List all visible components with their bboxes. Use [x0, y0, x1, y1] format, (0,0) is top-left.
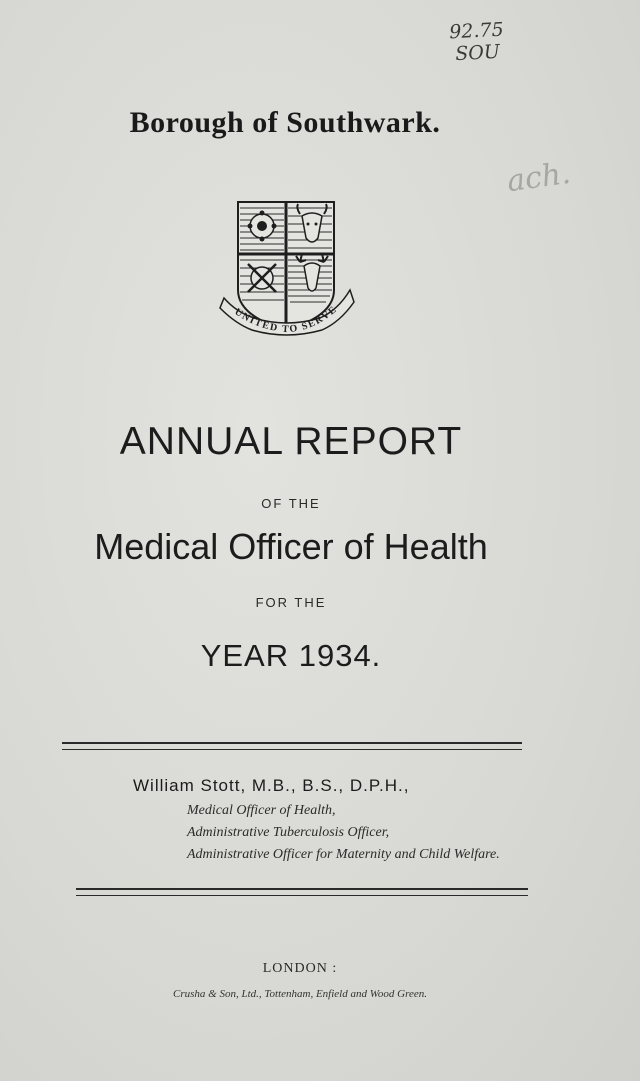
pencil-annotation: ach. — [504, 155, 573, 200]
shelf-mark-code: SOU — [454, 40, 501, 66]
shelf-mark-number: 92.75 — [448, 18, 505, 44]
author-role: Administrative Officer for Maternity and Child Welfare. — [187, 847, 500, 862]
crest-motto: UNITED TO SERVE — [232, 303, 340, 336]
author-role: Administrative Tuberculosis Officer, — [187, 825, 390, 840]
author-roles — [187, 800, 500, 866]
of-the-label: OF THE — [261, 496, 321, 511]
divider-top — [62, 742, 522, 750]
borough-heading: Borough of Southwark. — [129, 106, 441, 139]
shelf-mark — [431, 18, 523, 67]
printer-imprint: Crusha & Son, Ltd., Tottenham, Enfield and Wood Green. — [173, 988, 427, 1000]
publication-place: LONDON : — [262, 961, 338, 976]
author-name: William Stott, M.B., B.S., D.P.H., — [133, 776, 410, 795]
report-subject: Medical Officer of Health — [94, 526, 488, 567]
report-title: ANNUAL REPORT — [119, 420, 463, 463]
author-role: Medical Officer of Health, — [187, 803, 336, 818]
divider-bottom — [76, 888, 528, 896]
for-the-label: FOR THE — [255, 595, 327, 610]
report-year: YEAR 1934. — [200, 638, 382, 673]
borough-crest-icon — [216, 198, 358, 348]
